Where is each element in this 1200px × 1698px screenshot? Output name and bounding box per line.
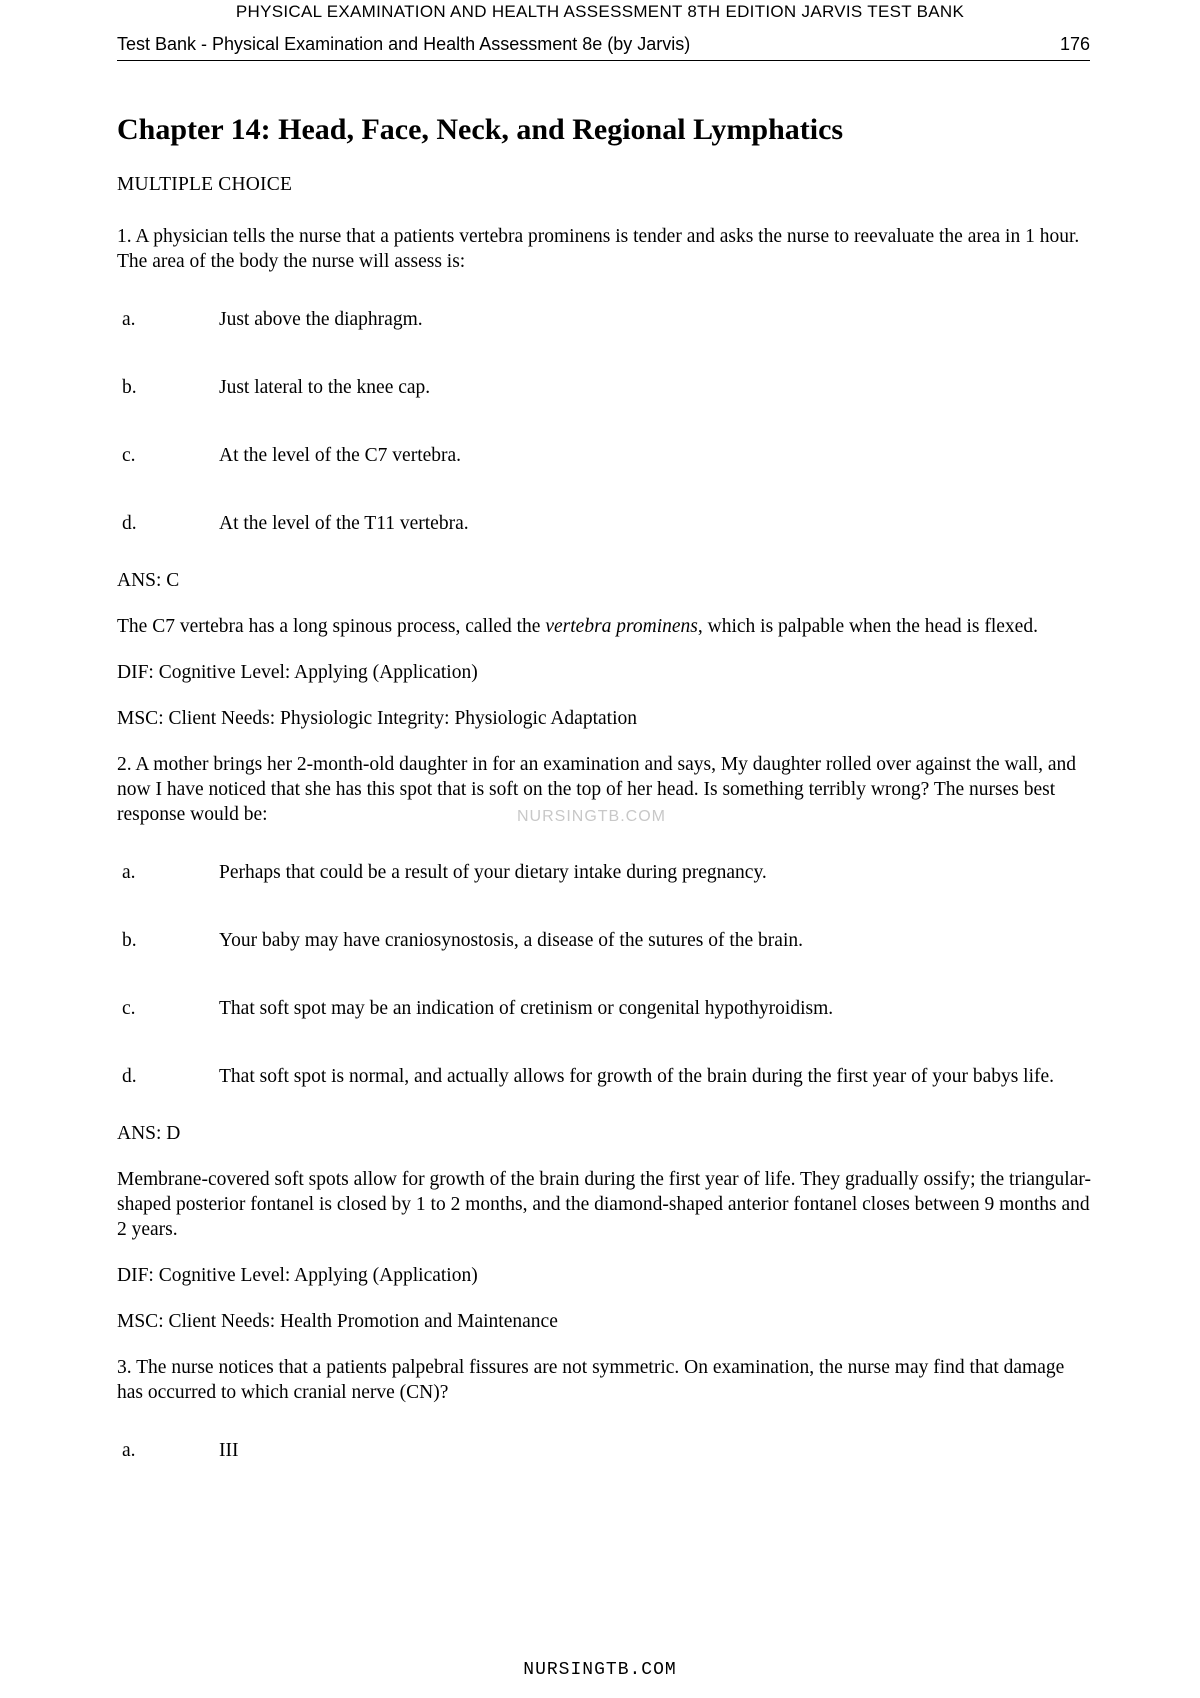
page-number: 176 <box>1059 34 1090 54</box>
rationale-text: The C7 vertebra has a long spinous process, called the <box>117 616 546 637</box>
option-text: III <box>219 1440 239 1461</box>
answer-option-b <box>117 375 1092 400</box>
running-header-title: Test Bank - Physical Examination and Health Assessment 8e (by Jarvis) <box>117 34 691 54</box>
client-needs: MSC: Client Needs: Physiologic Integrity: Physiologic Adaptation <box>117 708 637 729</box>
chapter-title: Chapter 14: Head, Face, Neck, and Regional Lymphatics <box>117 113 844 146</box>
rationale-term: vertebra prominens <box>545 616 698 637</box>
option-letter: d. <box>122 1066 137 1087</box>
answer-key: ANS: D <box>117 1123 181 1144</box>
answer-option-b <box>117 928 1092 953</box>
question-stem: 1. A physician tells the nurse that a patients vertebra prominens is tender and asks the nurse to reevaluate the area in 1 hour. The area of the body the nurse will assess is: <box>117 226 1080 272</box>
question-stem: 3. The nurse notices that a patients palpebral fissures are not symmetric. On examination, the nurse may find that damage has occurred to which cranial nerve (CN)? <box>117 1357 1065 1403</box>
page-footer: NURSINGTB.COM <box>523 1660 677 1680</box>
option-letter: a. <box>122 1440 136 1461</box>
option-letter: c. <box>122 445 136 466</box>
option-text: That soft spot is normal, and actually allows for growth of the brain during the first year of your babys life. <box>219 1066 1055 1087</box>
option-text: That soft spot may be an indication of cretinism or congenital hypothyroidism. <box>219 998 834 1019</box>
watermark: NURSINGTB.COM <box>517 808 666 825</box>
option-text: At the level of the T11 vertebra. <box>219 513 469 534</box>
question-1 <box>117 224 1092 731</box>
option-letter: d. <box>122 513 137 534</box>
option-text: Just above the diaphragm. <box>219 309 423 330</box>
section-heading: MULTIPLE CHOICE <box>117 174 293 195</box>
difficulty-level: DIF: Cognitive Level: Applying (Application) <box>117 1265 478 1286</box>
option-text: Your baby may have craniosynostosis, a disease of the sutures of the brain. <box>219 930 803 951</box>
option-letter: b. <box>122 377 137 398</box>
client-needs: MSC: Client Needs: Health Promotion and Maintenance <box>117 1311 558 1332</box>
question-3 <box>117 1355 1092 1463</box>
option-text: Just lateral to the knee cap. <box>219 377 431 398</box>
difficulty-level: DIF: Cognitive Level: Applying (Application) <box>117 662 478 683</box>
answer-key: ANS: C <box>117 570 180 591</box>
rationale <box>117 614 1092 639</box>
option-letter: a. <box>122 309 136 330</box>
answer-option-d <box>117 1064 1092 1089</box>
top-banner: PHYSICAL EXAMINATION AND HEALTH ASSESSMENT 8TH EDITION JARVIS TEST BANK <box>235 2 965 21</box>
answer-option-d <box>117 511 1092 536</box>
rationale: Membrane-covered soft spots allow for growth of the brain during the first year of life. They gradually ossify; the triangular-shaped posterior fontanel is closed by 1 to 2 months, and the diamond-shaped anterior fontanel closes between 9 months and 2 years. <box>117 1169 1091 1240</box>
option-letter: b. <box>122 930 137 951</box>
answer-option-c <box>117 996 1092 1021</box>
running-header <box>117 34 1090 61</box>
option-text: Perhaps that could be a result of your dietary intake during pregnancy. <box>219 862 767 883</box>
rationale-text: , which is palpable when the head is flexed. <box>697 616 1038 637</box>
answer-option-a <box>117 860 1092 885</box>
option-letter: a. <box>122 862 136 883</box>
question-2 <box>117 752 1092 1334</box>
option-text: At the level of the C7 vertebra. <box>219 445 462 466</box>
question-stem: 2. A mother brings her 2-month-old daughter in for an examination and says, My daughter rolled over against the wall, and now I have noticed that she has this spot that is soft on the top of her head. Is something terribly wrong? The nurses best response would be: <box>117 754 1077 825</box>
answer-option-a <box>117 1438 1092 1463</box>
option-letter: c. <box>122 998 136 1019</box>
answer-option-c <box>117 443 1092 468</box>
answer-option-a <box>117 307 1092 332</box>
